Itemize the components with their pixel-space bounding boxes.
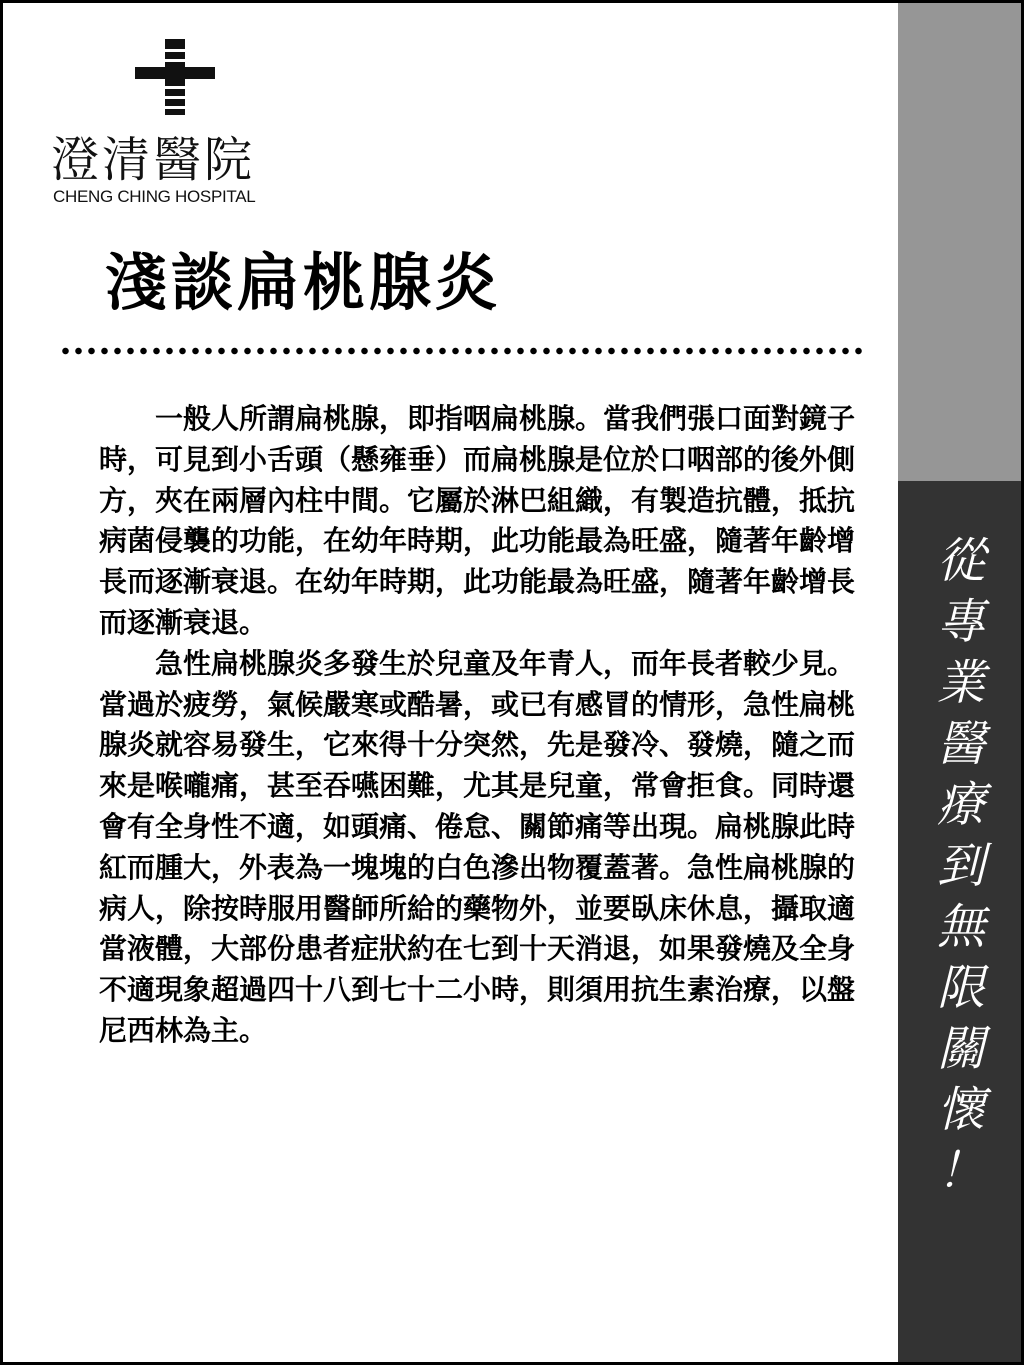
article-body <box>99 399 859 1052</box>
hospital-name-en: CHENG CHING HOSPITAL <box>53 187 256 206</box>
slogan-char: 關 <box>936 1021 985 1077</box>
paragraph: 急性扁桃腺炎多發生於兒童及年青人，而年長者較少見。當過於疲勞，氣候嚴寒或酷暑，或已有感冒的情形，急性扁桃腺炎就容易發生，它來得十分突然，先是發冷、發燒，隨之而來是喉嚨痛，甚至吞嚥困難，尤其是兒童，常會拒食。同時還會有全身性不適，如頭痛、倦怠、關節痛等出現。扁桃腺此時紅而腫大，外表為一塊塊的白色滲出物覆蓋著。急性扁桃腺的病人，除按時服用醫師所給的藥物外，並要臥床休息，攝取適當液體，大部份患者症狀約在七到十天消退，如果發燒及全身不適現象超過四十八到七十二小時，則須用抗生素治療，以盤尼西林為主。 <box>99 646 856 1047</box>
side-banner-bottom <box>898 481 1024 1362</box>
slogan-char: ！ <box>936 1143 985 1199</box>
hospital-logo <box>51 39 303 209</box>
slogan-char: 無 <box>936 899 985 955</box>
side-banner-top <box>898 3 1024 481</box>
document-title: 淺談扁桃腺炎 <box>105 246 502 319</box>
slogan-char: 醫 <box>936 716 985 772</box>
paragraph: 一般人所謂扁桃腺，即指咽扁桃腺。當我們張口面對鏡子時，可見到小舌頭（懸雍垂）而扁桃腺是位於口咽部的後外側方，夾在兩層內柱中間。它屬於淋巴組織，有製造抗體，抵抗病菌侵襲的功能，在幼年時期，此功能最為旺盛，隨著年齡增長而逐漸衰退。在幼年時期，此功能最為旺盛，隨著年齡增長而逐漸衰退。 <box>99 402 856 639</box>
slogan-char: 限 <box>936 960 985 1016</box>
vertical-slogan <box>898 531 1024 1202</box>
cross-logo-icon <box>135 39 215 115</box>
slogan-char: 專 <box>936 594 985 650</box>
side-banner <box>898 3 1024 1362</box>
dotted-divider <box>59 345 865 357</box>
slogan-char: 從 <box>936 533 985 589</box>
slogan-char: 到 <box>936 838 985 894</box>
slogan-char: 業 <box>936 655 985 711</box>
hospital-name-zh: 澄清醫院 <box>51 132 256 188</box>
slogan-char: 懷 <box>936 1082 985 1138</box>
slogan-char: 療 <box>936 777 985 833</box>
